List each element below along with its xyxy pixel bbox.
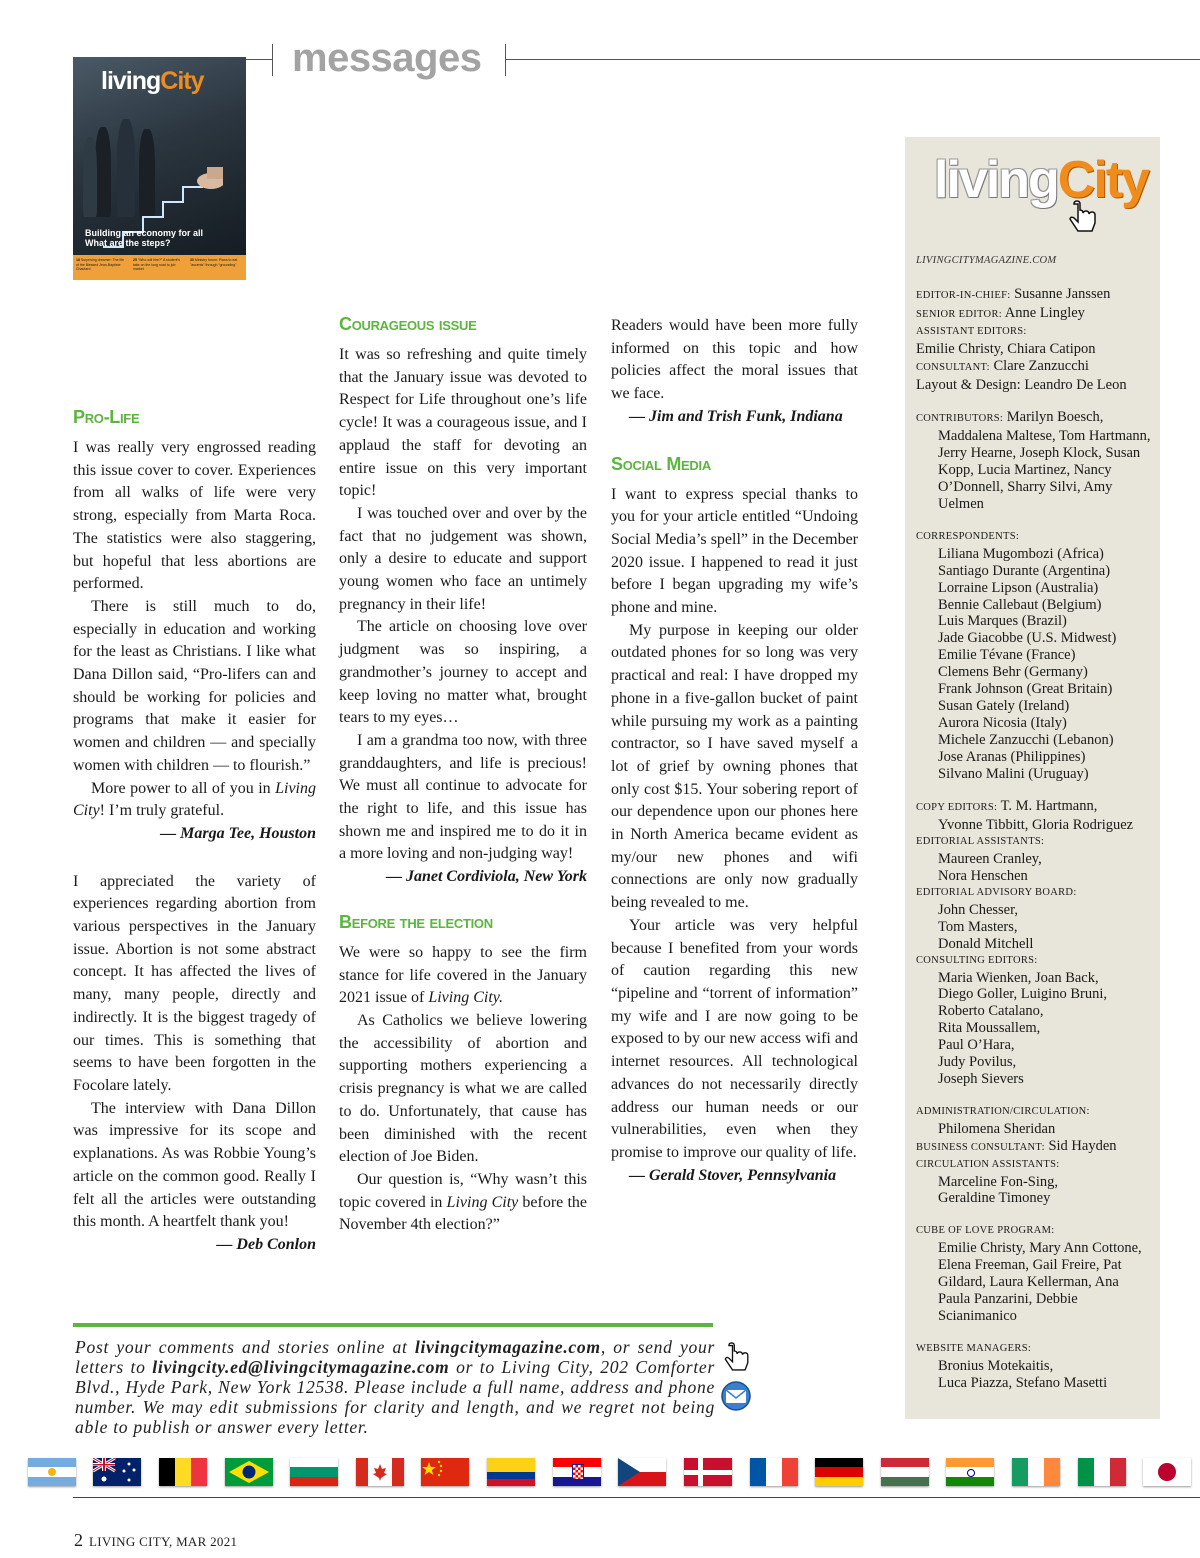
cover-headline: Building an economy for all What are the steps? bbox=[85, 228, 204, 248]
cover-band-item: 25 "Who will hire?" A student's take on the long road to job market bbox=[133, 258, 180, 271]
submission-note: Post your comments and stories online at livingcitymagazine.com, or send your letters to livingcity.ed@livingcitymagazine.com or to Living City, 202 Comforter Blvd., Hyde Park, New York 12538. Please include a full name, address and phone number. We may edit submissions for clarity and length, and we regret not being able to publish or answer every letter. bbox=[75, 1337, 715, 1437]
denmark-flag bbox=[684, 1458, 732, 1486]
letter-paragraph: I was touched over and over by the fact that no judgement was shown, only a desire to educate and support young women who face an untimely pregnancy in their life! bbox=[339, 504, 587, 613]
letter-paragraph: I appreciated the variety of experiences regarding abortion from various perspectives in the January issue. Abortion is not some abstract concept. It has affected the lives of many, many people, directly and indirectly. It is the biggest tragedy of our times. This is something that seems to have been forgotten in the Focolare lately. bbox=[73, 872, 316, 1094]
germany-flag bbox=[815, 1458, 863, 1486]
hand-pointer-icon bbox=[1068, 200, 1098, 240]
argentina-flag bbox=[28, 1458, 76, 1486]
czech-flag bbox=[618, 1458, 666, 1486]
letter-paragraph: The interview with Dana Dillon was impressive for its scope and explanations. As was Robbie Young’s article on the common good. Really I felt all the articles were outstanding this month. A heartfelt thank you! bbox=[73, 1099, 316, 1231]
belgium-flag bbox=[159, 1458, 207, 1486]
canada-flag bbox=[356, 1458, 404, 1486]
cover-logo: livingCity bbox=[101, 67, 204, 95]
letter-signature: — Marga Tee, Houston bbox=[160, 824, 316, 842]
letter-paragraph: It was so refreshing and quite timely that the January issue was devoted to Respect for Life throughout one’s life cycle! It was a courageous issue, and I applaud the staff for devoting an entire issue on this very important topic! bbox=[339, 346, 587, 500]
letter-signature: — Gerald Stover, Pennsylvania bbox=[629, 1166, 837, 1184]
header-tick-right bbox=[505, 44, 506, 76]
letter-paragraph: I am a grandma too now, with three granddaughters, and life is precious! We must all continue to advocate for the right to life, and this issue has shown me and inspired me to do it in a more loving and non-judging way! bbox=[339, 731, 587, 863]
masthead-logo: livingCity bbox=[934, 151, 1149, 209]
page-number: 2 bbox=[74, 1530, 83, 1550]
letter-paragraph: Readers would have been more fully informed on this topic and how policies affect the moral issues that we face. bbox=[611, 317, 858, 403]
masthead-credits: EDITOR-IN-CHIEF: Susanne Janssen SENIOR EDITOR: Anne Lingley ASSISTANT EDITORS: Emilie Christy, Chiara Catipon CONSULTANT: Clare Zanzucchi Layout & Design: Leandro De Leon CONTRIBUTORS: Marilyn Boesch, Maddalena Maltese, Tom Hartmann, Jerry Hearne, Joseph Klock, Susan Kopp, Lucia Martinez, Nancy O’Donnell, Sharry Silvi, Amy Uelmen CORRESPONDENTS: Liliana Mugombozi (Africa) Santiago Durante (Argentina) Lorraine Lipson (Australia) Bennie Callebaut (Belgium) Luis Marques (Brazil) Jade Giacobbe (U.S. Midwest) Emilie Tévane (France) Clemens Behr (Germany) Frank Johnson (Great Britain) Susan Gately (Ireland) Aurora Nicosia (Italy) Michele Zanzucchi (Lebanon) Jose Aranas (Philippines) Silvano Malini (Uruguay) COPY EDITORS: T. M. Hartmann, Yvonne Tibbitt, Gloria Rodriguez EDITORIAL ASSISTANTS: Maureen Cranley, Nora Henschen EDITORIAL ADVISORY BOARD: John Chesser, Tom Masters, Donald Mitchell CONSULTING EDITORS: Maria Wienken, Joan Back, Diego Goller, Luigino Bruni, Roberto Catalano, Rita Moussallem, Paul O’Hara, Judy Povilus, Joseph Sievers ADMINISTRATION/CIRCULATION: Philomena Sheridan BUSINESS CONSULTANT: Sid Hayden CIRCULATION ASSISTANTS: Marceline Fon-Sing, Geraldine Timoney CUBE OF LOVE PROGRAM: Emilie Christy, Mary Ann Cottone, Elena Freeman, Gail Freire, Pat Gildard, Laura Kellerman, Ana Paula Panzarini, Debbie Scianimanico WEBSITE MANAGERS: Bronius Motekaitis, Luca Piazza, Stefano Masetti bbox=[916, 286, 1151, 1391]
cover-band-item: 18 Surprising dreamer: The life of the Blessed Jean-Baptiste Chautard bbox=[76, 258, 125, 271]
japan-flag bbox=[1143, 1458, 1191, 1486]
croatia-flag bbox=[553, 1458, 601, 1486]
hungary-flag bbox=[881, 1458, 929, 1486]
header-rule-right bbox=[505, 59, 1200, 60]
letter-paragraph: The article on choosing love over judgment was so inspiring, a grandmother’s journey to accept and keep loving no matter what, brought tears to my eyes… bbox=[339, 618, 587, 727]
colombia-flag bbox=[487, 1458, 535, 1486]
letter-paragraph: I was really very engrossed reading this issue cover to cover. Experiences from all walks of life were very strong, especially from Marta Roca. The statistics were also staggering, but hopeful that less abortions are performed. bbox=[73, 439, 316, 593]
heading-pro-life: Pro-Life bbox=[73, 407, 140, 427]
heading-before-election: Before the election bbox=[339, 911, 493, 932]
heading-courageous-issue: Courageous issue bbox=[339, 314, 477, 334]
email-link[interactable]: livingcity.ed@livingcitymagazine.com bbox=[152, 1357, 450, 1377]
italy-flag bbox=[1078, 1458, 1126, 1486]
mail-icon bbox=[718, 1381, 754, 1411]
letter-paragraph: There is still much to do, especially in education and working for the least as Christians. I like what Dana Dillon said, “Pro-lifers can and should be working for policies and programs that make it easier for women and children — and specially women with children — to flourish.” bbox=[73, 597, 316, 774]
section-title: messages bbox=[292, 36, 482, 80]
letter-paragraph: As Catholics we believe lowering the accessibility of abortion and supporting mothers experiencing a crisis pregnancy is what we are called to do. Unfortunately, that cause has been diminished with the recent election of Joe Biden. bbox=[339, 1011, 587, 1166]
magazine-cover-image bbox=[73, 57, 246, 280]
heading-social-media: Social Media bbox=[611, 453, 711, 474]
letter-paragraph: Our question is, “Why wasn’t this topic covered in Living City before the November 4th election?” bbox=[339, 1170, 587, 1234]
website-link[interactable]: livingcitymagazine.com bbox=[414, 1337, 601, 1357]
note-rule bbox=[73, 1323, 713, 1327]
column-pro-life bbox=[73, 406, 316, 1257]
masthead-url: LIVINGCITYMAGAZINE.COM bbox=[916, 255, 1057, 266]
australia-flag bbox=[93, 1458, 141, 1486]
letter-paragraph: Your article was very helpful because I benefited from your words of caution regarding this new “pipeline and “torrent of information” my wife and I are now going to be exposed to by our new access wifi and internet resources. All technological advances do not necessarily directly address our human needs or our vulnerabilities, even when they promise to improve our quality of life. bbox=[611, 916, 858, 1161]
footer-issue: LIVING CITY, MAR 2021 bbox=[89, 1534, 238, 1549]
letter-paragraph: I want to express special thanks to you for your article entitled “Undoing Social Media’s spell” in the December 2020 issue. I happened to read it just before I began upgrading my wife’s phone and mine. bbox=[611, 485, 858, 617]
column-courageous-issue bbox=[339, 313, 587, 1237]
hand-pointer-icon bbox=[722, 1342, 752, 1378]
bulgaria-flag bbox=[290, 1458, 338, 1486]
ireland-flag bbox=[1012, 1458, 1060, 1486]
letter-paragraph: My purpose in keeping our older outdated phones for so long was very practical and real: I have dropped my phone in a five-gallon bucket of paint while pursuing my work as a painting contractor, so I have saved myself a lot of grief by owning phones that only cost $15. Your sobering report of our dependence upon our phones here in North America became evident as my/our new phones and wifi connections are only now gradually being revealed to me. bbox=[611, 621, 858, 912]
france-flag bbox=[750, 1458, 798, 1486]
india-flag bbox=[946, 1458, 994, 1486]
letter-signature: — Janet Cordiviola, New York bbox=[385, 868, 587, 886]
footer-rule bbox=[73, 1497, 1200, 1498]
china-flag bbox=[421, 1458, 469, 1486]
header-rule-left bbox=[246, 59, 272, 60]
brazil-flag bbox=[225, 1458, 273, 1486]
header-tick-left bbox=[272, 44, 273, 76]
letter-signature: — Deb Conlon bbox=[216, 1235, 316, 1253]
cover-band-item: 30 Ministry forum: Plans to eat "ascents" through "grounding" bbox=[190, 258, 238, 267]
letter-signature: — Jim and Trish Funk, Indiana bbox=[629, 407, 843, 425]
page-footer bbox=[74, 1530, 237, 1551]
column-social-media bbox=[611, 315, 858, 1187]
letter-paragraph: More power to all of you in Living City! I’m truly grateful. bbox=[73, 779, 316, 820]
letter-paragraph: We were so happy to see the firm stance for life covered in the January 2021 issue of Living City. bbox=[339, 943, 587, 1007]
